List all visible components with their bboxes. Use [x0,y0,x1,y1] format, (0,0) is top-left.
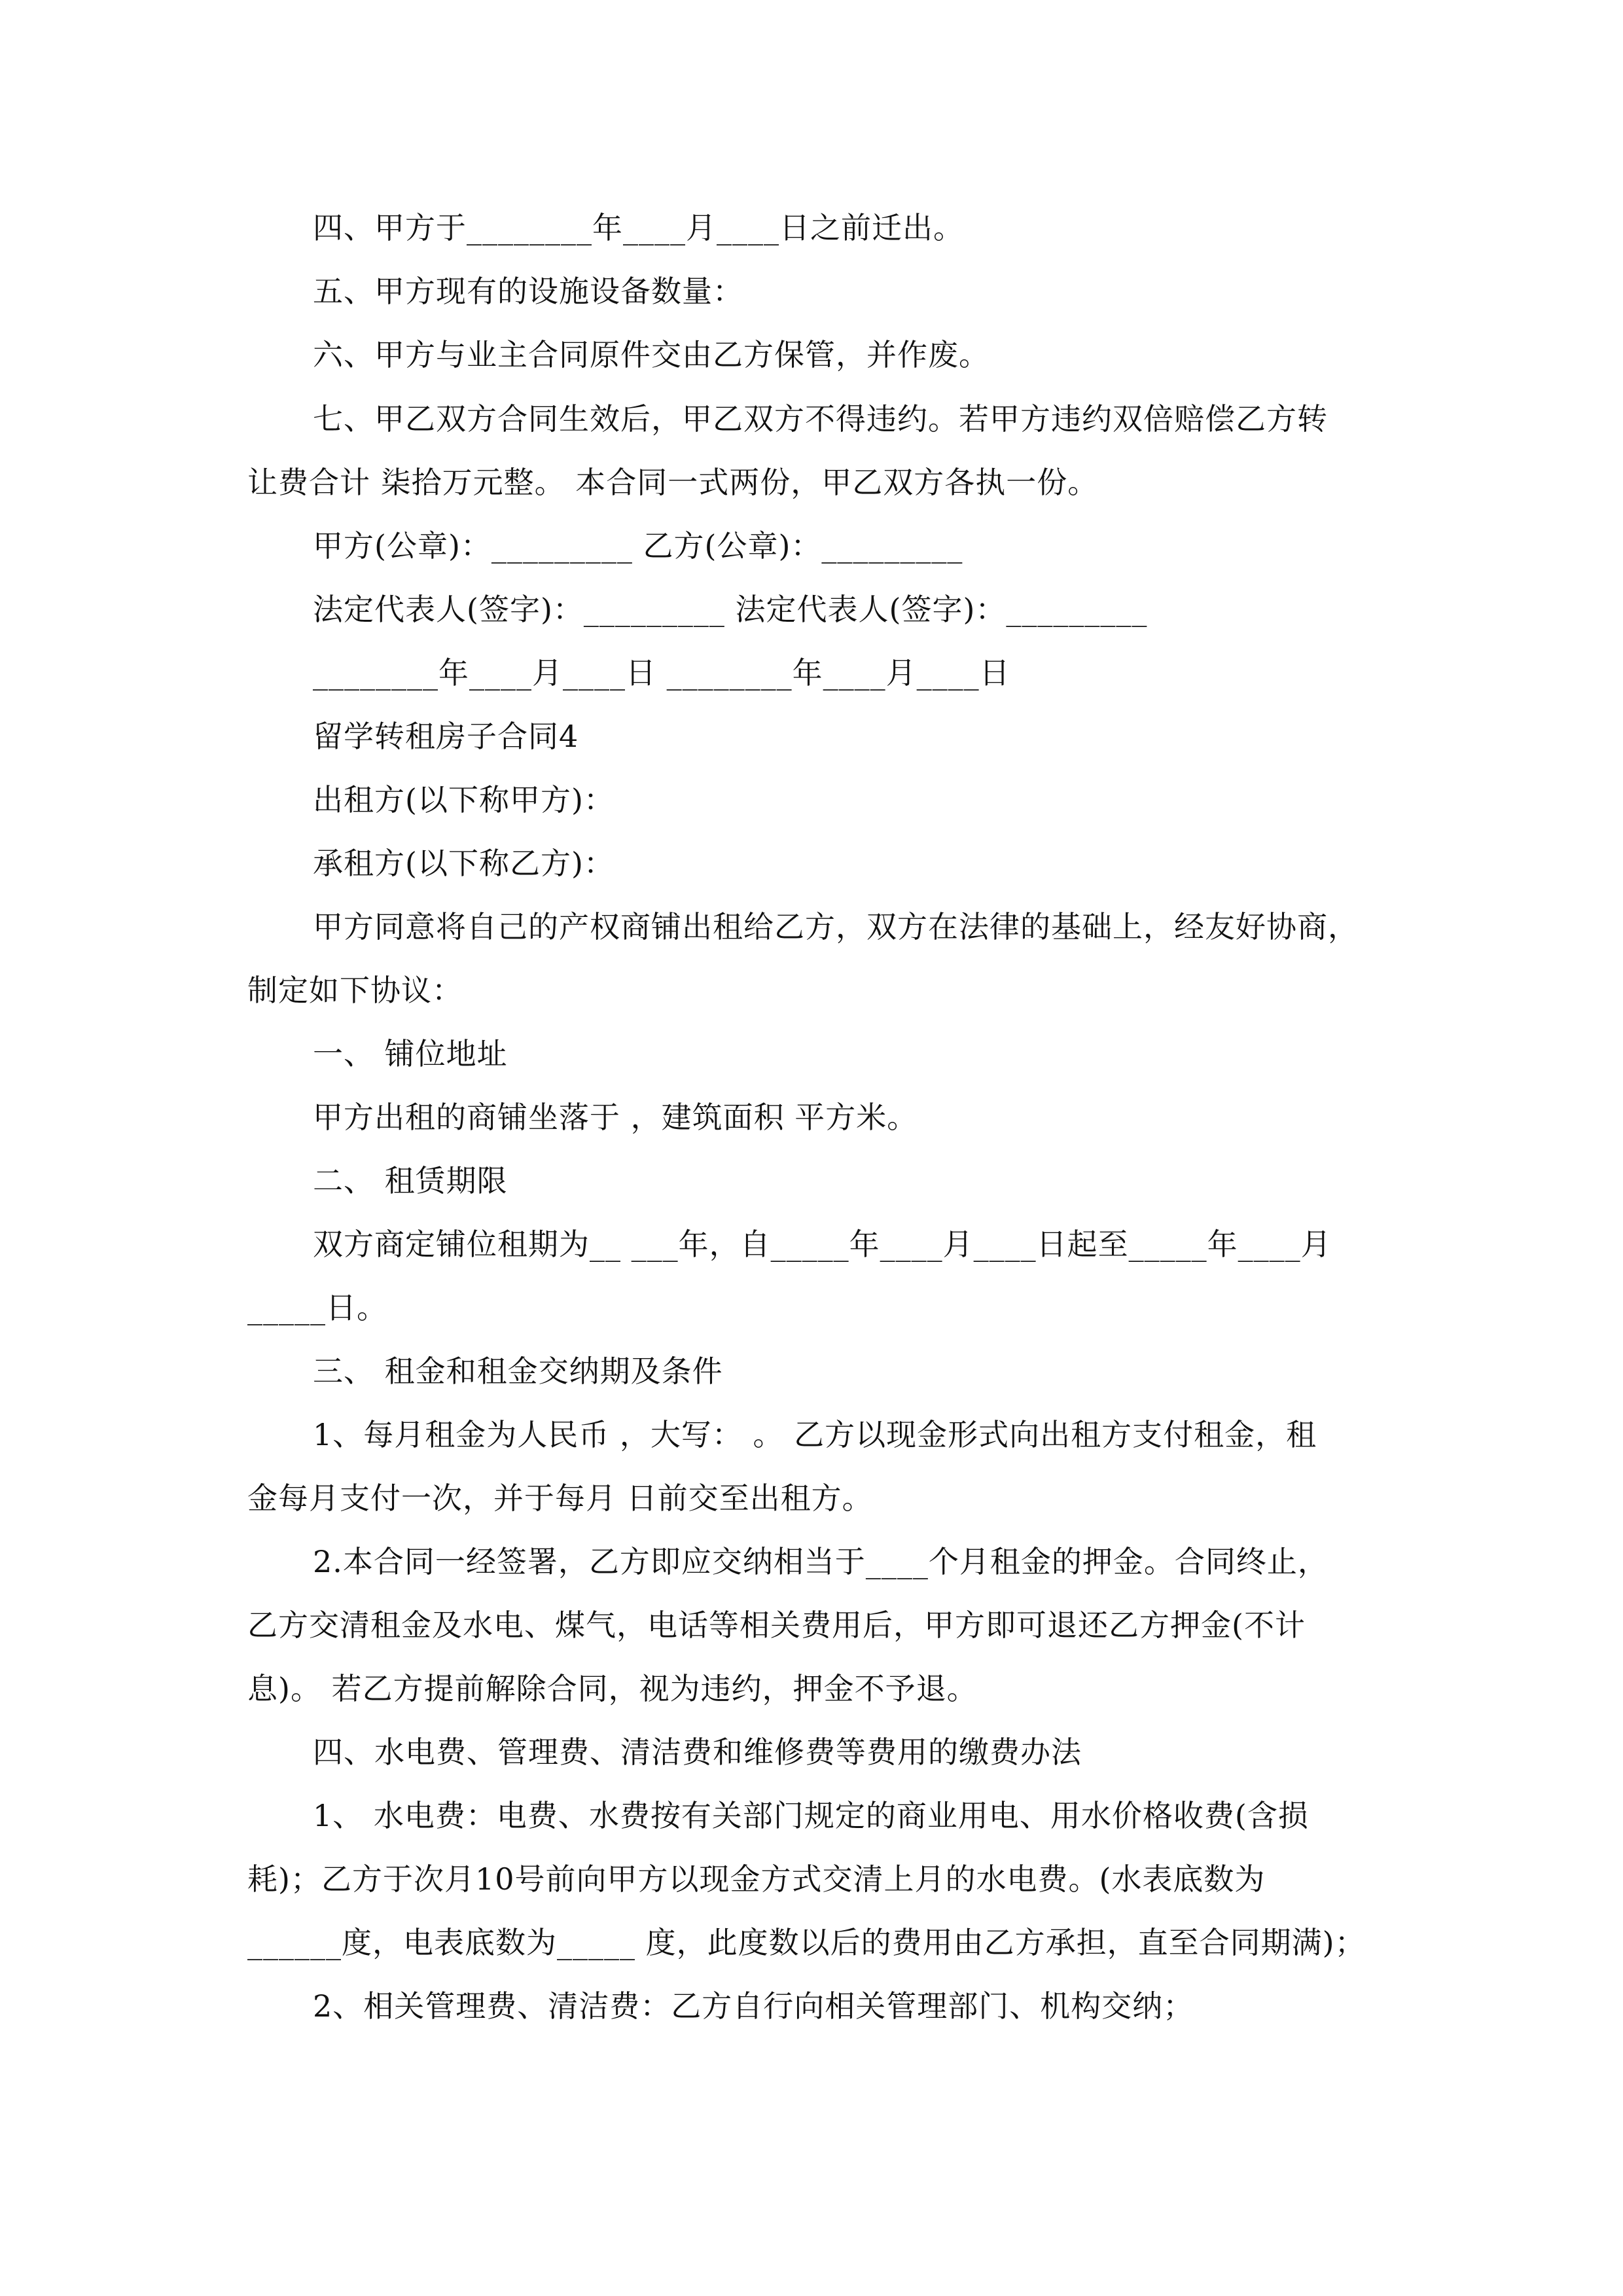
clause-6-original-contract: 六、甲方与业主合同原件交由乙方保管，并作废。 [313,337,990,372]
section-4-item-1-line-1: 1、 水电费：电费、水费按有关部门规定的商业用电、用水价格收费(含损 [313,1798,1309,1833]
section-3-item-2-line-1: 2.本合同一经签署，乙方即应交纳相当于____个月租金的押金。合同终止， [313,1544,1329,1579]
section-3-heading: 三、 租金和租金交纳期及条件 [313,1354,723,1389]
section-3-item-1-line-1: 1、每月租金为人民币 ，大写： 。 乙方以现金形式向出租方支付租金，租 [313,1417,1317,1452]
section-4-item-1-line-3: ______度，电表底数为_____ 度，此度数以后的费用由乙方承担，直至合同期满)； [247,1925,1366,1960]
section-1-heading: 一、 铺位地址 [313,1036,508,1071]
signature-line: 法定代表人(签字)：_________ 法定代表人(签字)：_________ [313,592,1148,627]
section-2-heading: 二、 租赁期限 [313,1163,508,1198]
section-2-body-line-1: 双方商定铺位租期为__ ___年，自_____年____月____日起至_____年____月 [313,1227,1332,1262]
section-4-heading: 四、水电费、管理费、清洁费和维修费等费用的缴费办法 [313,1734,1082,1770]
clause-7-breach-line-2: 让费合计 柒拾万元整。 本合同一式两份，甲乙双方各执一份。 [247,465,1099,500]
clause-4-move-out-date: 四、甲方于________年____月____日之前迁出。 [313,210,964,245]
date-line: ________年____月____日 ________年____月____日 [313,655,1010,691]
lessor-line: 出租方(以下称甲方)： [313,782,615,817]
section-2-body-line-2: _____日。 [247,1290,387,1325]
intro-paragraph-line-2: 制定如下协议： [247,973,463,1008]
section-3-item-2-line-3: 息)。 若乙方提前解除合同，视为违约，押金不予退。 [247,1671,978,1706]
section-4-item-2: 2、相关管理费、清洁费：乙方自行向相关管理部门、机构交纳； [313,1988,1194,2024]
clause-7-breach-line-1: 七、甲乙双方合同生效后，甲乙双方不得违约。若甲方违约双倍赔偿乙方转 [313,401,1328,437]
contract-4-title: 留学转租房子合同4 [313,719,579,754]
clause-5-facilities: 五、甲方现有的设施设备数量： [313,274,743,309]
section-3-item-2-line-2: 乙方交清租金及水电、煤气，电话等相关费用后，甲方即可退还乙方押金(不计 [247,1607,1306,1643]
section-3-item-1-line-2: 金每月支付一次，并于每月 日前交至出租方。 [247,1480,873,1516]
section-1-body: 甲方出租的商铺坐落于 ，建筑面积 平方米。 [313,1100,918,1135]
seal-line: 甲方(公章)：_________ 乙方(公章)：_________ [313,528,963,564]
section-4-item-1-line-2: 耗)；乙方于次月10号前向甲方以现金方式交清上月的水电费。(水表底数为 [247,1861,1266,1897]
lessee-line: 承租方(以下称乙方)： [313,846,615,881]
intro-paragraph-line-1: 甲方同意将自己的产权商铺出租给乙方，双方在法律的基础上，经友好协商， [313,909,1359,944]
